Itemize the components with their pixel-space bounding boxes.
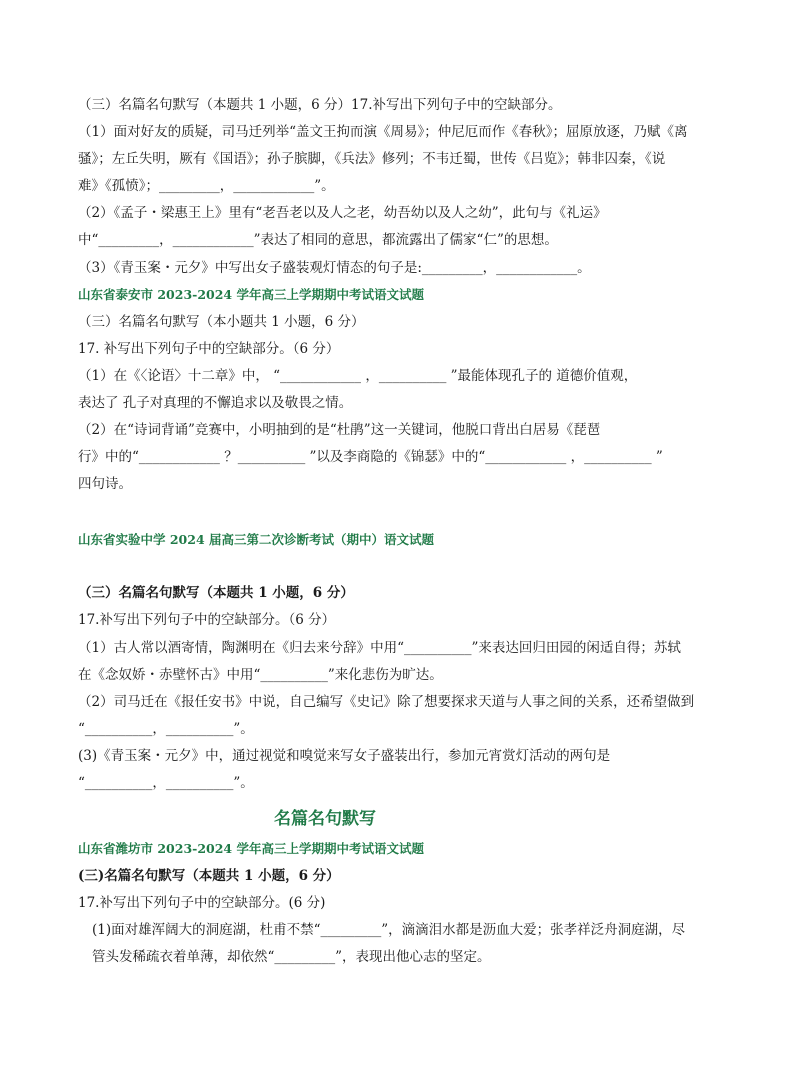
exam-source-title: 山东省泰安市 2023-2024 学年高三上学期期中考试语文试题: [78, 287, 424, 302]
section-header: （三）名篇名句默写（本小题共 1 小题，6 分）: [78, 314, 365, 330]
section-header: （三）名篇名句默写（本题共 1 小题，6 分）: [78, 585, 354, 601]
page-title: 名篇名句默写: [274, 809, 376, 829]
question-text: “__________，__________”。: [78, 775, 254, 791]
question-text: 四句诗。: [78, 476, 132, 492]
question-intro: 17.补写出下列句子中的空缺部分。(6 分): [78, 895, 326, 911]
question-text: （3）《青玉案・元夕》中写出女子盛装观灯情态的句子是:_________，____________。: [78, 260, 591, 276]
question-text: 表达了 孔子对真理的不懈追求以及敬畏之情。: [78, 395, 353, 411]
question-text: （1）古人常以酒寄情，陶渊明在《归去来兮辞》中用“__________”来表达回归田园的闲适自得；苏轼: [78, 640, 681, 656]
question-text: （1）面对好友的质疑，司马迁列举“盖文王拘而演《周易》；仲尼厄而作《春秋》；屈原放逐，乃赋《离: [78, 124, 688, 140]
question-text: (1)面对雄浑阔大的洞庭湖，杜甫不禁“_________”，滴滴泪水都是沥血大爱；张孝祥泛舟洞庭湖，尽: [92, 922, 686, 938]
question-text: (3)《青玉案・元夕》中，通过视觉和嗅觉来写女子盛装出行，参加元宵赏灯活动的两句是: [78, 748, 611, 764]
exam-source-title: 山东省潍坊市 2023-2024 学年高三上学期期中考试语文试题: [78, 841, 424, 856]
question-text: 中“_________，____________”表达了相同的意思，都流露出了儒家“仁”的思想。: [78, 232, 558, 248]
question-text: （2）《孟子・梁惠王上》里有“老吾老以及人之老，幼吾幼以及人之幼”，此句与《礼运》: [78, 205, 607, 221]
question-text: （2）司马迁在《报任安书》中说，自己编写《史记》除了想要探求天道与人事之间的关系，还希望做到: [78, 694, 695, 710]
question-text: 骚》；左丘失明，厥有《国语》；孙子膑脚，《兵法》修列；不韦迁蜀，世传《吕览》；韩非囚秦，《说: [78, 151, 666, 167]
question-text: 行》中的“____________ ？__________ ”以及李商隐的《锦瑟》中的“____________ ，__________ ”: [78, 449, 663, 465]
question-text: “__________，__________”。: [78, 721, 254, 737]
exam-source-title: 山东省实验中学 2024 届高三第二次诊断考试（期中）语文试题: [78, 532, 434, 547]
question-text: 管头发稀疏衣着单薄，却依然“_________”，表现出他心志的坚定。: [92, 949, 491, 965]
question-intro: 17.补写出下列句子中的空缺部分。（6 分）: [78, 612, 336, 628]
question-intro: 17. 补写出下列句子中的空缺部分。（6 分）: [78, 341, 340, 357]
question-text: （1）在《〈论语〉十二章》中， “____________ ，__________ ”最能体现孔子的 道德价值观，: [78, 368, 638, 384]
section-header: （三）名篇名句默写（本题共 1 小题，6 分）17.补写出下列句子中的空缺部分。: [78, 97, 562, 113]
section-header: (三)名篇名句默写（本题共 1 小题，6 分）: [78, 868, 340, 884]
question-text: （2）在“诗词背诵”竞赛中，小明抽到的是“杜鹃”这一关键词，他脱口背出白居易《琵琶: [78, 422, 601, 438]
question-text: 在《念奴娇・赤壁怀古》中用“__________”来化悲伤为旷达。: [78, 667, 443, 683]
question-text: 难》《孤愤》；_________，____________”。: [78, 178, 335, 194]
